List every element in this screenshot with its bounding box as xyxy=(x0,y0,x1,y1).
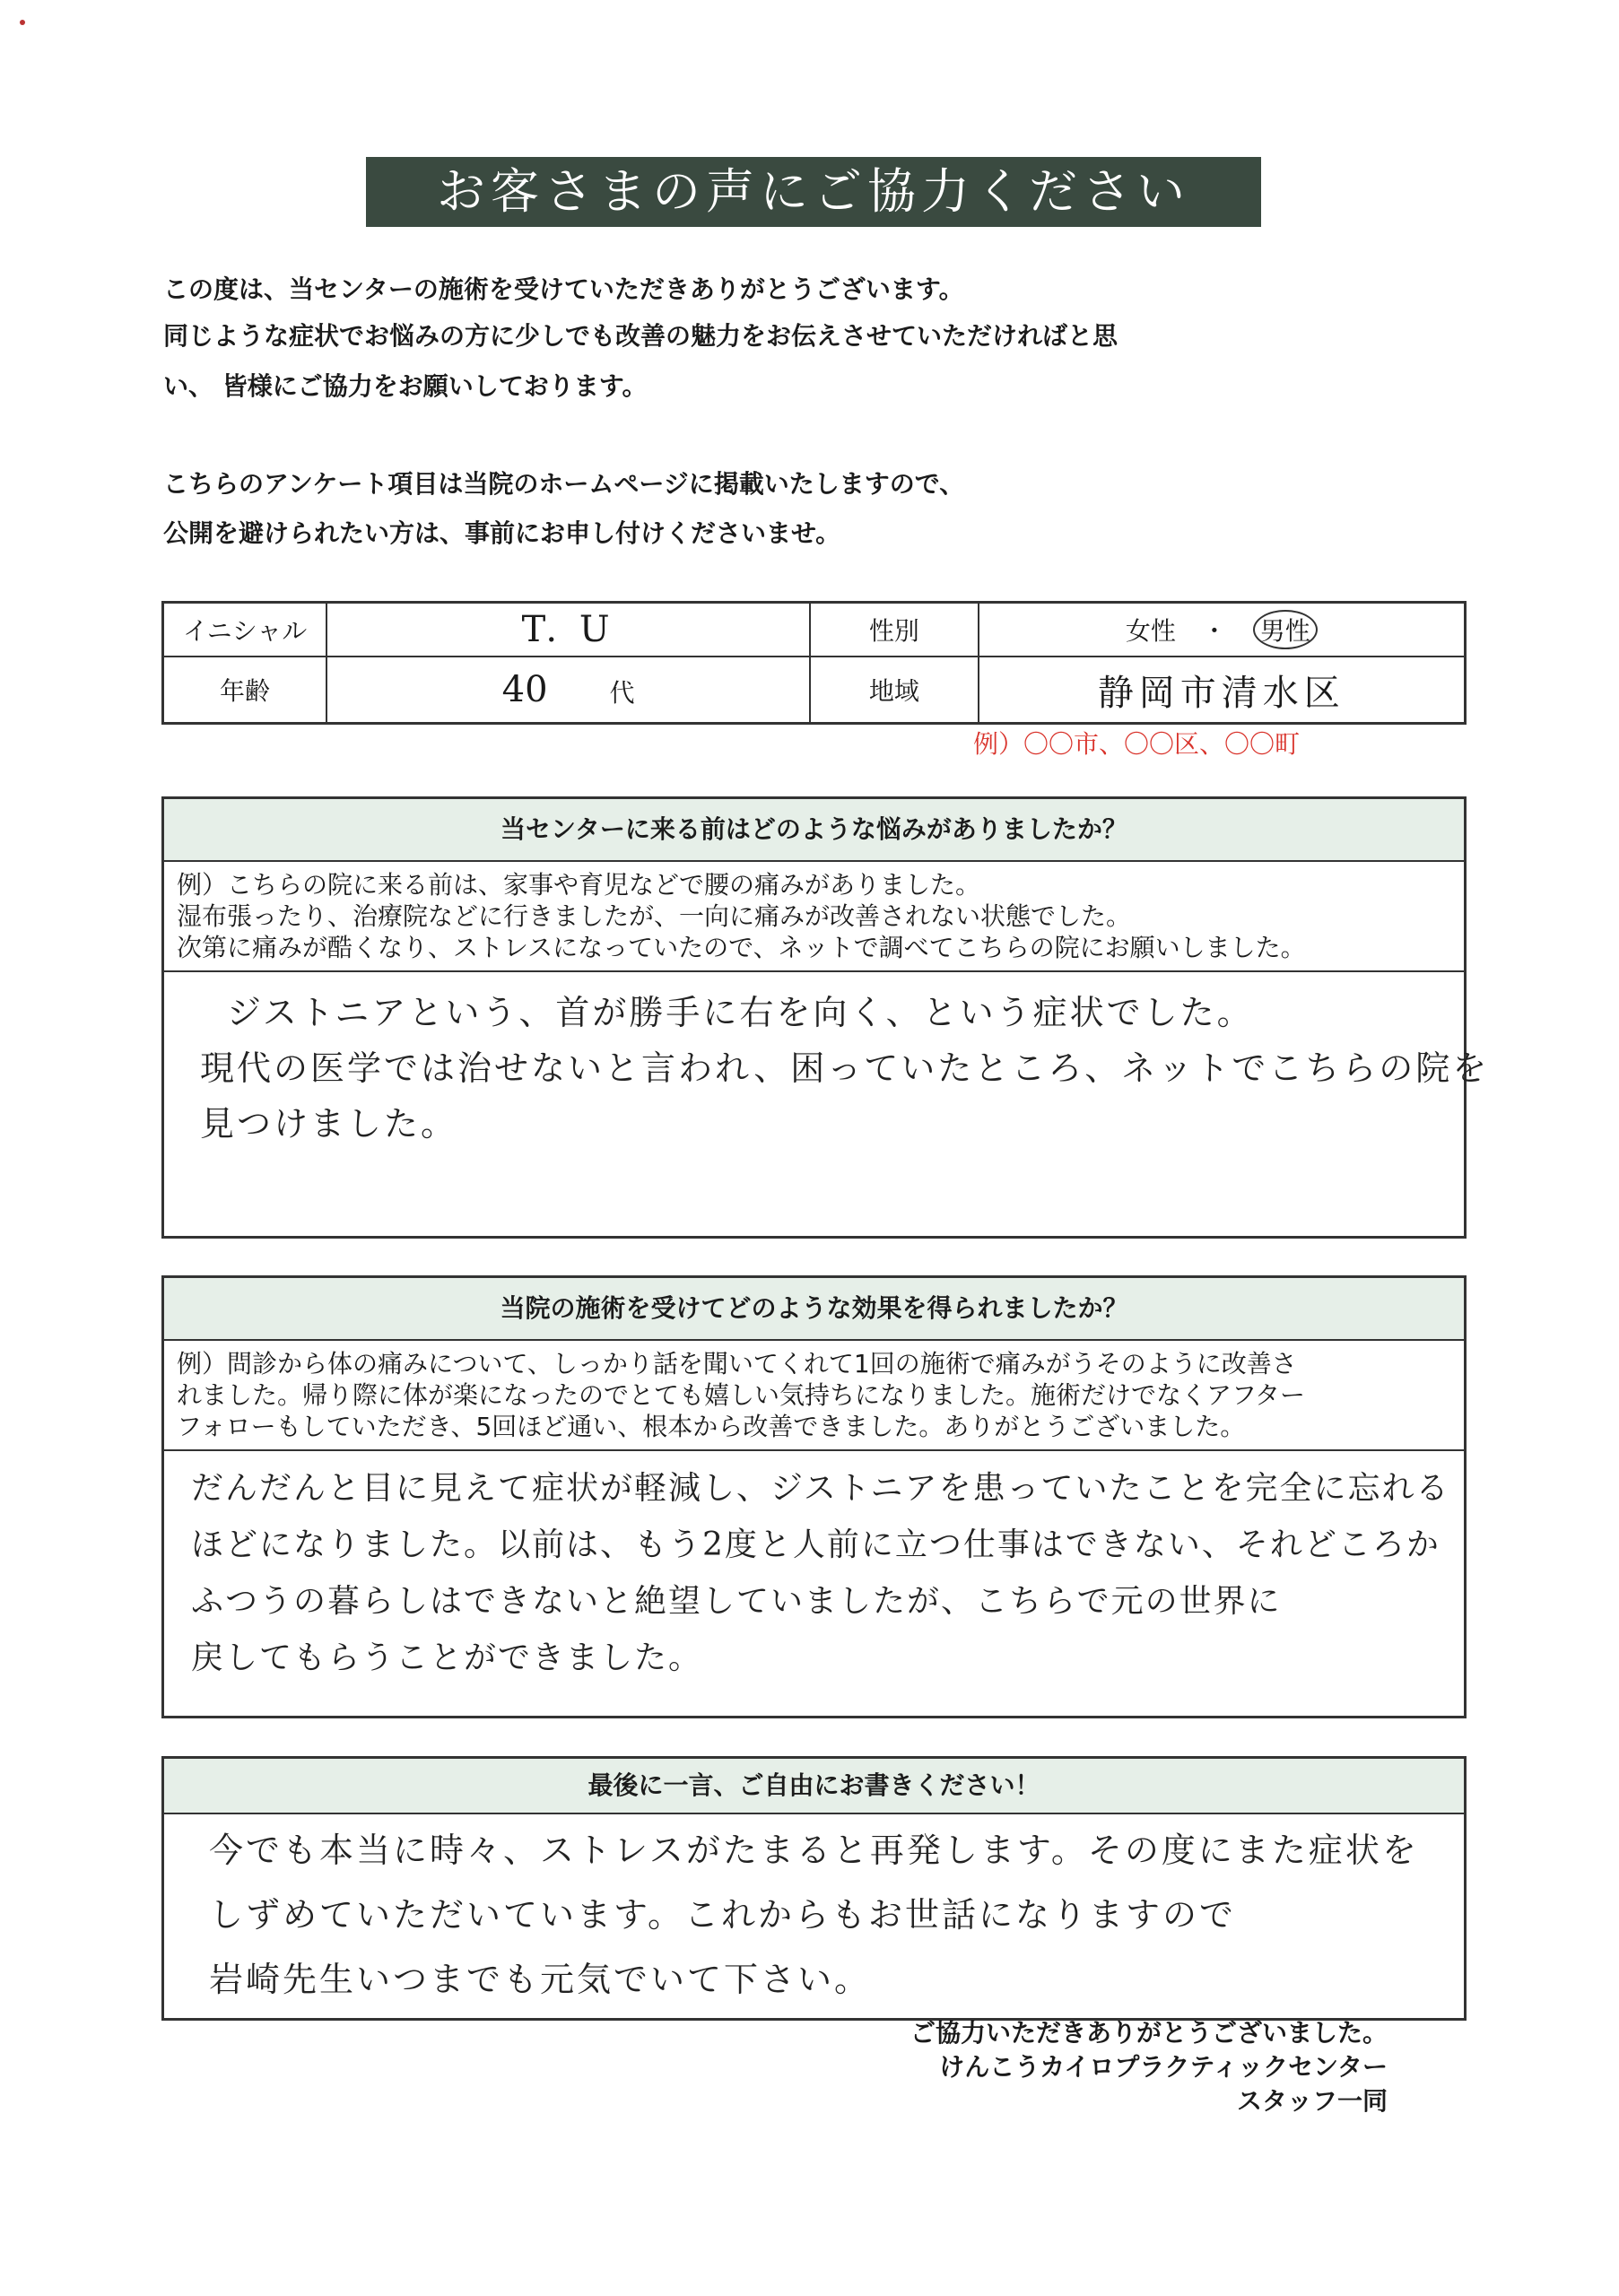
example-line: 湿布張ったり、治療院などに行きましたが、一向に痛みが改善されない状態でした。 xyxy=(177,901,1132,931)
example-text xyxy=(164,862,1464,972)
answer-line: 岩崎先生いつまでも元気でいて下さい。 xyxy=(209,1960,872,1999)
closing-signature xyxy=(910,2016,1388,2118)
answer-line: ふつうの暮らしはできないと絶望していましたが、こちらで元の世界に xyxy=(191,1583,1282,1620)
gender-options xyxy=(979,603,1466,657)
intro-line: 同じような症状でお悩みの方に少しでも改善の魅力をお伝えさせていただければと思 xyxy=(163,321,1119,351)
region-value: 静岡市清水区 xyxy=(979,657,1466,723)
initial-label: イニシャル xyxy=(163,603,327,657)
example-line: 例）こちらの院に来る前は、家事や育児などで腰の痛みがありました。 xyxy=(177,870,981,900)
handwritten-answer xyxy=(164,1814,1464,2015)
answer-line: 今でも本当に時々、ストレスがたまると再発します。その度にまた症状を xyxy=(209,1831,1419,1870)
question-header: 当院の施術を受けてどのような効果を得られましたか？ xyxy=(164,1278,1464,1341)
answer-line: ほどになりました。以前は、もう2度と人前に立つ仕事はできない、それどころか xyxy=(191,1526,1441,1563)
page-title: お客さまの声にご協力ください xyxy=(366,157,1261,227)
paper-speck xyxy=(20,20,25,25)
answer-line: 戻してもらうことができました。 xyxy=(191,1639,703,1676)
respondent-info-table xyxy=(161,601,1467,725)
gender-label: 性別 xyxy=(810,603,979,657)
gender-separator: ・ xyxy=(1201,616,1227,647)
gender-female: 女性 xyxy=(1125,616,1176,647)
answer-line: ジストニアという、首が勝手に右を向く、という症状でした。 xyxy=(227,993,1254,1032)
gender-male-circled: 男性 xyxy=(1253,610,1318,649)
age-suffix: 代 xyxy=(609,678,635,709)
staff-signoff: スタッフ一同 xyxy=(1236,2086,1388,2116)
answer-line: だんだんと目に見えて症状が軽減し、ジストニアを患っていたことを完全に忘れる xyxy=(191,1470,1450,1507)
answer-line: 現代の医学では治せないと言われ、困っていたところ、ネットでこちらの院を xyxy=(200,1048,1490,1088)
example-line: れました。帰り際に体が楽になったのでとても嬉しい気持ちになりました。施術だけでなくアフター xyxy=(177,1380,1306,1410)
region-label: 地域 xyxy=(810,657,979,723)
center-name: けんこうカイロプラクティックセンター xyxy=(939,2052,1388,2082)
answer-line: 見つけました。 xyxy=(200,1104,458,1144)
example-line: フォローもしていただき、5回ほど通い、根本から改善できました。ありがとうございました。 xyxy=(177,1412,1246,1441)
example-text xyxy=(164,1341,1464,1451)
handwritten-answer xyxy=(164,1451,1464,1695)
question-header: 当センターに来る前はどのような悩みがありましたか？ xyxy=(164,799,1464,862)
age-label: 年齢 xyxy=(163,657,327,723)
question-box-effect xyxy=(161,1275,1467,1718)
question-header: 最後に一言、ご自由にお書きください！ xyxy=(164,1759,1464,1814)
intro-line: この度は、当センターの施術を受けていただきありがとうございます。 xyxy=(163,274,964,304)
example-line: 次第に痛みが酷くなり、ストレスになっていたので、ネットで調べてこちらの院にお願いしました。 xyxy=(177,933,1306,962)
intro-line: い、 皆様にご協力をお願いしております。 xyxy=(163,371,648,401)
region-example-note: 例）〇〇市、〇〇区、〇〇町 xyxy=(973,729,1301,759)
initial-value: T. U xyxy=(326,603,810,657)
question-box-before xyxy=(161,796,1490,1239)
handwritten-answer xyxy=(164,972,1490,1164)
age-cell xyxy=(326,657,810,723)
intro-line: こちらのアンケート項目は当院のホームページに掲載いたしますので、 xyxy=(163,469,965,499)
closing-thanks: ご協力いただきありがとうございました。 xyxy=(910,2018,1388,2048)
info-row xyxy=(163,603,1466,657)
question-box-comment xyxy=(161,1756,1467,2021)
answer-line: しずめていただいています。これからもお世話になりますので xyxy=(209,1895,1236,1935)
example-line: 例）問診から体の痛みについて、しっかり話を聞いてくれて1回の施術で痛みがうそのように改善さ xyxy=(177,1349,1297,1378)
info-row xyxy=(163,657,1466,723)
age-value: 40 xyxy=(501,669,548,711)
intro-line: 公開を避けられたい方は、事前にお申し付けくださいませ。 xyxy=(163,518,841,548)
